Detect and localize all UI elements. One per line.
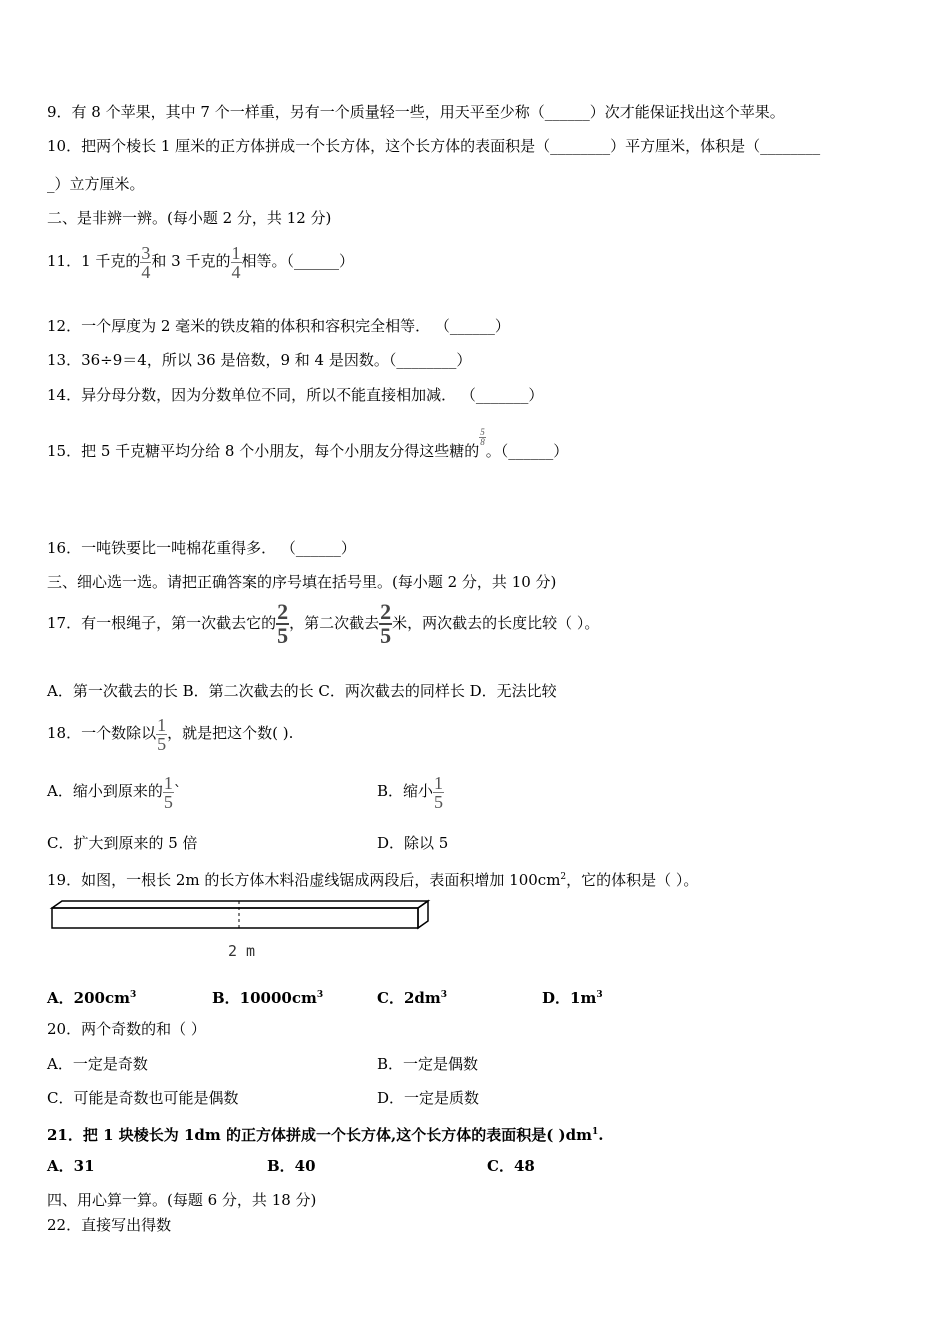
question-11: 11．1 千克的 $\frac{3}{4}$ 和 3 千克的 $\frac{1}{4}$ 相等。（______） bbox=[47, 242, 355, 282]
question-19-option-c: C．$2dm^3$ bbox=[377, 989, 448, 1007]
question-10-line2: _）立方厘米。 bbox=[47, 175, 145, 193]
question-17-options: A．第一次截去的长 B．第二次截去的长 C．两次截去的同样长 D．无法比较 bbox=[47, 682, 557, 700]
fraction: $\frac{5}{8}$ bbox=[480, 427, 485, 447]
question-21-option-a: A．31 bbox=[47, 1157, 95, 1175]
question-17: 17．有一根绳子，第一次截去它的 $\frac{2}{5}$ ，第二次截去 $\frac{2}{5}$ 米，两次截去的长度比较（ ）。 bbox=[47, 599, 600, 648]
fraction: $\frac{1}{5}$ bbox=[157, 714, 167, 754]
question-22: 22．直接写出得数 bbox=[47, 1216, 172, 1234]
question-20-option-a: A．一定是奇数 bbox=[47, 1055, 148, 1073]
question-21: 21．把 1 块棱长为 1dm 的正方体拼成一个长方体,这个长方体的表面积是( )$dm^1$. bbox=[47, 1126, 604, 1144]
question-21-option-b: B．40 bbox=[267, 1157, 316, 1175]
section-4-heading: 四、用心算一算。(每题 6 分，共 18 分) bbox=[47, 1191, 317, 1209]
question-20: 20．两个奇数的和（ ） bbox=[47, 1020, 206, 1038]
question-15: 15．把 5 千克糖平均分给 8 个小朋友，每个小朋友分得这些糖的 $\frac{5}{8}$ 。（______） bbox=[47, 427, 569, 460]
fraction: $\frac{1}{5}$ bbox=[434, 772, 444, 812]
figure-length-label: 2 m bbox=[228, 942, 256, 960]
fraction: $\frac{1}{5}$ bbox=[163, 772, 173, 812]
question-18-option-b: B．缩小 $\frac{1}{5}$ bbox=[377, 772, 444, 812]
question-20-option-d: D．一定是质数 bbox=[377, 1089, 480, 1107]
question-18-option-d: D．除以 5 bbox=[377, 834, 449, 852]
fraction: $\frac{2}{5}$ bbox=[380, 599, 392, 648]
question-20-option-c: C．可能是奇数也可能是偶数 bbox=[47, 1089, 239, 1107]
question-9: 9．有 8 个苹果，其中 7 个一样重，另有一个质量轻一些，用天平至少称（______）次才能保证找出这个苹果。 bbox=[47, 103, 785, 121]
wood-block-figure bbox=[48, 898, 433, 934]
question-18-option-a: A．缩小到原来的 $\frac{1}{5}$ ` bbox=[47, 772, 182, 812]
question-18-option-c: C．扩大到原来的 5 倍 bbox=[47, 834, 198, 852]
question-20-option-b: B．一定是偶数 bbox=[377, 1055, 479, 1073]
question-21-option-c: C．48 bbox=[487, 1157, 535, 1175]
question-19-option-d: D．$1m^3$ bbox=[542, 989, 603, 1007]
question-19-option-b: B．$10000cm^3$ bbox=[212, 989, 324, 1007]
section-3-heading: 三、细心选一选。请把正确答案的序号填在括号里。(每小题 2 分，共 10 分) bbox=[47, 573, 557, 591]
fraction: $\frac{2}{5}$ bbox=[277, 599, 289, 648]
fraction: $\frac{1}{4}$ bbox=[231, 242, 241, 282]
question-16: 16．一吨铁要比一吨棉花重得多． （______） bbox=[47, 539, 356, 557]
question-18: 18．一个数除以 $\frac{1}{5}$ ，就是把这个数( ). bbox=[47, 714, 294, 754]
question-10-line1: 10．把两个棱长 1 厘米的正方体拼成一个长方体，这个长方体的表面积是（________）平方厘米，体积是（________ bbox=[47, 137, 821, 155]
question-14: 14．异分母分数，因为分数单位不同，所以不能直接相加减． （_______） bbox=[47, 386, 544, 404]
question-19: 19．如图，一根长 2m 的长方体木料沿虚线锯成两段后，表面积增加 $100cm^2$，它的体积是（ ）。 bbox=[47, 871, 699, 889]
question-13: 13．36÷9＝4，所以 36 是倍数，9 和 4 是因数。（________） bbox=[47, 351, 472, 369]
section-2-heading: 二、是非辨一辨。(每小题 2 分，共 12 分) bbox=[47, 209, 332, 227]
question-19-option-a: A．$200cm^3$ bbox=[47, 989, 137, 1007]
question-12: 12．一个厚度为 2 毫米的铁皮箱的体积和容积完全相等． （______） bbox=[47, 317, 510, 335]
fraction: $\frac{3}{4}$ bbox=[141, 242, 151, 282]
